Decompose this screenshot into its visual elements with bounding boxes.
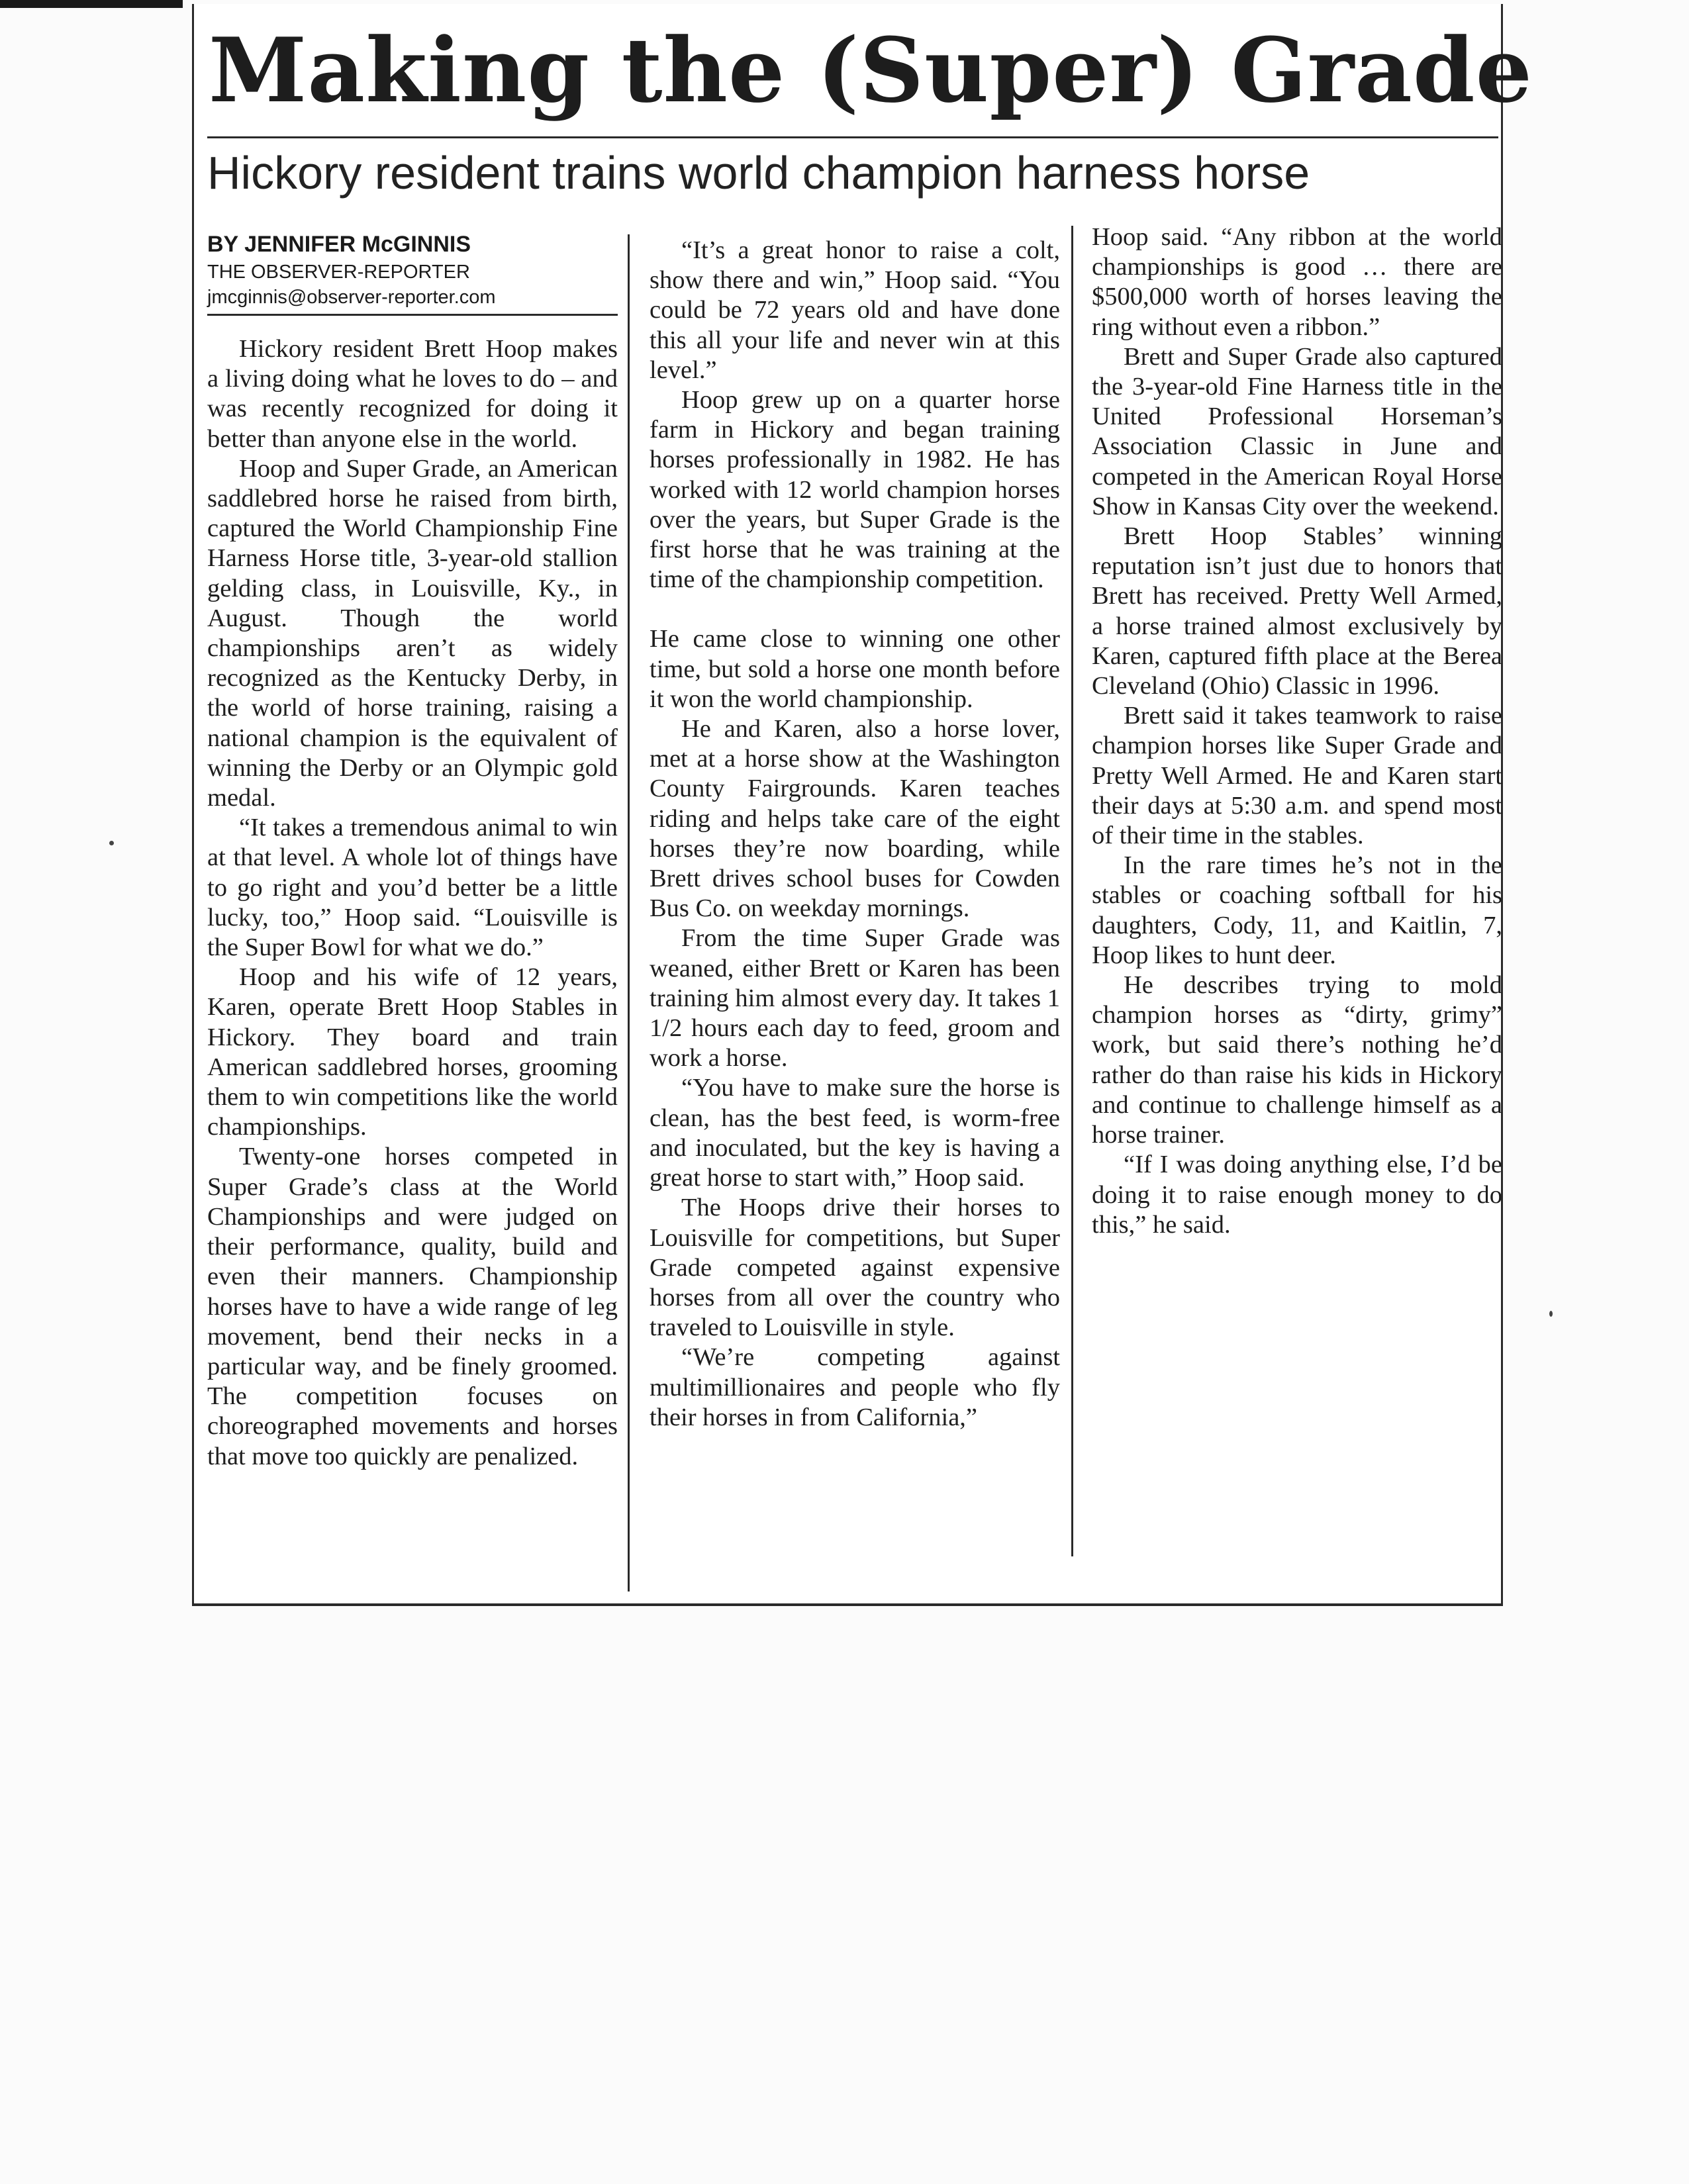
paragraph: From the time Super Grade was weaned, either Brett or Karen has been training him almost every day. It takes 1 1/2 hours each day to feed, groom and work a horse. xyxy=(650,924,1060,1072)
paragraph: Hoop grew up on a quarter horse farm in Hickory and began training horses professionally in 1982. He has worked with 12 world champion horses over the years, but Super Grade is the first horse that he was training at the time of the championship competition. xyxy=(650,386,1060,594)
paragraph: “It’s a great honor to raise a colt, show there and win,” Hoop said. “You could be 72 years old and have done this all your life and never win at this level.” xyxy=(650,236,1060,384)
article-column-2 xyxy=(650,236,1060,1433)
scan-speck xyxy=(1549,1311,1553,1317)
paragraph: “It takes a tremendous animal to win at that level. A whole lot of things have to go right and you’d better be a little lucky, too,” Hoop said. “Louisville is the Super Bowl for what we do.” xyxy=(207,814,618,962)
article-column-1 xyxy=(207,229,618,1472)
headline-divider xyxy=(207,136,1498,138)
column-divider xyxy=(1071,226,1073,1556)
byline-author: BY JENNIFER McGINNIS xyxy=(207,232,471,257)
paragraph: “If I was doing anything else, I’d be doing it to raise enough money to do this,” he said. xyxy=(1092,1151,1502,1239)
paragraph: Hoop and his wife of 12 years, Karen, operate Brett Hoop Stables in Hickory. They board and train American saddlebred horses, grooming them to win competitions like the world championships. xyxy=(207,963,618,1141)
paragraph: “We’re competing against multimillionaires and people who fly their horses in from California,” xyxy=(650,1343,1060,1431)
paragraph: “You have to make sure the horse is clean, has the best feed, is worm-free and inoculated, but the key is having a great horse to start with,” Hoop said. xyxy=(650,1074,1060,1192)
article-subheadline: Hickory resident trains world champion harness horse xyxy=(207,147,1310,199)
column-divider xyxy=(628,234,630,1591)
paragraph: Brett said it takes teamwork to raise champion horses like Super Grade and Pretty Well Armed. He and Karen start their days at 5:30 a.m. and spend most of their time in the stables. xyxy=(1092,702,1502,850)
scan-edge-mark xyxy=(0,0,183,8)
scan-speck xyxy=(109,841,114,845)
article-column-3 xyxy=(1092,222,1502,1240)
paragraph: Twenty-one horses competed in Super Grade’s class at the World Championships and were judged on their performance, quality, build and even their manners. Championship horses have to have a wide range of leg movement, bend their necks in a particular way, and be finely groomed. The competition focuses on choreographed movements and horses that move too quickly are penalized. xyxy=(207,1143,618,1470)
article-headline: Making the (Super) Grade xyxy=(209,18,1533,122)
paragraph: Brett Hoop Stables’ winning reputation isn’t just due to honors that Brett has received. Pretty Well Armed, a horse trained almost exclusively by Karen, captured fifth place at the Berea Cleveland (Ohio) Classic in 1996. xyxy=(1092,522,1502,700)
paragraph: He and Karen, also a horse lover, met at a horse show at the Washington County Fairgrounds. Karen teaches riding and helps take care of the eight horses they’re now boarding, while Brett drives school buses for Cowden Bus Co. on weekday mornings. xyxy=(650,715,1060,923)
byline-email: jmcginnis@observer-reporter.com xyxy=(207,287,496,308)
byline xyxy=(207,229,618,316)
paragraph: Hickory resident Brett Hoop makes a living doing what he loves to do – and was recently recognized for doing it better than anyone else in the world. xyxy=(207,335,618,453)
paragraph: In the rare times he’s not in the stables or coaching softball for his daughters, Cody, 11, and Kaitlin, 7, Hoop likes to hunt deer. xyxy=(1092,851,1502,969)
paragraph: Hoop said. “Any ribbon at the world championships is good … there are $500,000 worth of horses leaving the ring without even a ribbon.” xyxy=(1092,223,1502,341)
paragraph: He describes trying to mold champion horses as “dirty, grimy” work, but said there’s nothing he’d rather do than raise his kids in Hickory and continue to challenge himself as a horse trainer. xyxy=(1092,971,1502,1149)
paragraph: Brett and Super Grade also captured the 3-year-old Fine Harness title in the United Professional Horseman’s Association Classic in June and competed in the American Royal Horse Show in Kansas City over the weekend. xyxy=(1092,342,1502,520)
paragraph: Hoop and Super Grade, an American saddlebred horse he raised from birth, captured the World Championship Fine Harness Horse title, 3-year-old stallion gelding class, in Louisville, Ky., in August. Though the world championships aren’t as widely recognized as the Kentucky Derby, in the world of horse training, raising a national champion is the equivalent of winning the Derby or an Olympic gold medal. xyxy=(207,454,618,812)
paragraph: The Hoops drive their horses to Louisville for competitions, but Super Grade competed against expensive horses from all over the country who traveled to Louisville in style. xyxy=(650,1194,1060,1342)
byline-publication: THE OBSERVER-REPORTER xyxy=(207,261,470,283)
newspaper-clipping xyxy=(192,4,1533,1606)
paragraph: He came close to winning one other time, but sold a horse one month before it won the world championship. xyxy=(650,625,1060,713)
